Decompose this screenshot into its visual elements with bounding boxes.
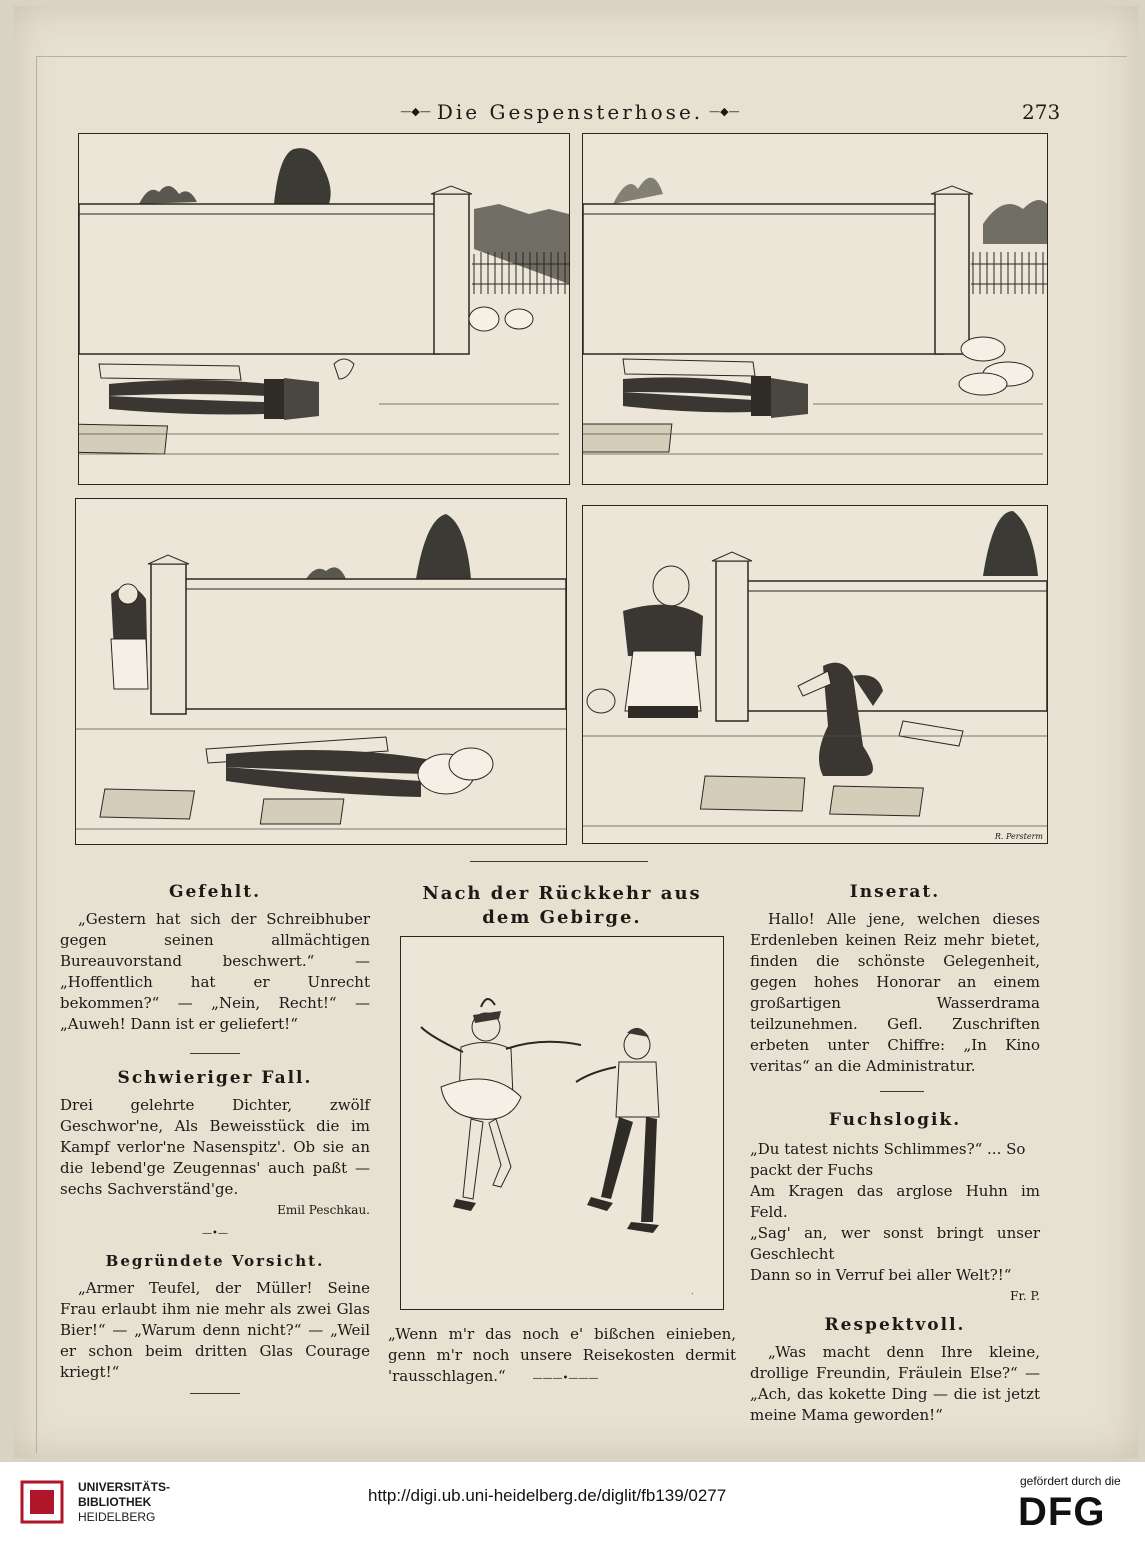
library-name: UNIVERSITÄTS- BIBLIOTHEK HEIDELBERG	[78, 1480, 171, 1524]
comic-panel-2	[582, 133, 1048, 485]
panel-1-illustration	[79, 134, 569, 484]
section-divider	[470, 861, 648, 862]
running-head-title: —◆— Die Gespensterhose. —◆—	[380, 100, 760, 124]
permalink-url[interactable]: http://digi.ub.uni-heidelberg.de/diglit/fb139/0277	[368, 1486, 727, 1505]
svg-text:ᐧ: ᐧ	[691, 1290, 694, 1300]
panel-3-illustration	[76, 499, 566, 844]
university-seal-icon	[20, 1478, 68, 1526]
dfg-logo[interactable]: DFG	[1018, 1490, 1106, 1534]
divider	[190, 1393, 240, 1394]
comic-panel-1	[78, 133, 570, 485]
right-column	[750, 882, 1040, 1426]
poem-line-4: „Sag' an, wer sonst bringt unser Geschlecht	[750, 1224, 1040, 1263]
middle-column	[388, 882, 736, 1389]
section-text-inserat: Hallo! Alle jene, welchen dieses Erdenleben keinen Reiz mehr bietet, finden die schönste Gelegenheit, gegen hohes Honorar an einem großartigen Wasserdrama teilzunehmen. Gefl. Zuschriften erbeten unter Chiffre: „In Kino veritas“ an die Administratur.	[750, 910, 1040, 1075]
poem-line-5: Dann so in Verruf bei aller Welt?!“	[750, 1266, 1012, 1284]
section-text-gefehlt: „Gestern hat sich der Schreibhuber gegen seinen allmächtigen Bureauvorstand beschwert.“ — „Hoffentlich hat er Unrecht bekommen?“ — „Nein, Recht!“ — „Auweh! Dann ist er geliefert!“	[60, 910, 370, 1033]
page-number: 273	[1022, 100, 1061, 124]
poem-schwieriger-fall: Drei gelehrte Dichter, zwölf Geschwor'ne, Als Beweisstück die im Kampf verlor'ne Nasenspitz'. Ob sie an die lebend'ge Zeugennas' auch paßt — sechs Sachverständ'ge.	[60, 1096, 370, 1198]
artist-signature: R. Persterm	[994, 832, 1043, 841]
ornament-divider: —•—	[202, 1228, 228, 1239]
funded-by-label: gefördert durch die	[1020, 1474, 1121, 1488]
panel-4-illustration	[583, 506, 1047, 843]
section-title-schwieriger-fall: Schwieriger Fall.	[117, 1068, 313, 1088]
left-column	[60, 882, 370, 1394]
section-title-begruendete-vorsicht: Begründete Vorsicht.	[105, 1252, 325, 1270]
author-fr-p: Fr. P.	[1010, 1289, 1040, 1303]
cartoon-dancers	[400, 936, 724, 1310]
section-title-gefehlt: Gefehlt.	[168, 882, 262, 902]
comic-panel-4	[582, 505, 1048, 844]
poem-line-2: packt der Fuchs	[750, 1161, 874, 1179]
running-head	[0, 100, 1145, 130]
poem-line-3: Am Kragen das arglose Huhn im Feld.	[750, 1182, 1040, 1221]
section-text-respektvoll: „Was macht denn Ihre kleine, drollige Freundin, Fräulein Else?“ — „Ach, das kokette Ding — die ist jetzt meine Mama geworden!“	[750, 1343, 1040, 1424]
comic-panel-3	[75, 498, 567, 845]
panel-2-illustration	[583, 134, 1047, 484]
viewer-footer	[0, 1462, 1145, 1544]
author-peschkau: Emil Peschkau.	[277, 1203, 370, 1217]
section-text-begruendete-vorsicht: „Armer Teufel, der Müller! Seine Frau erlaubt ihm nie mehr als zwei Glas Bier!“ — „Warum denn nicht?“ — „Weil er schon beim dritten Glas Courage kriegt!“	[60, 1279, 370, 1381]
section-title-respektvoll: Respektvoll.	[824, 1315, 966, 1335]
divider	[190, 1053, 240, 1054]
cartoon-caption: „Wenn m'r das noch e' bißchen einieben, genn m'r noch unsere Reisekosten dermit 'rausschlagen.“ ———•———	[388, 1325, 736, 1385]
divider	[880, 1091, 924, 1092]
section-title-inserat: Inserat.	[849, 882, 941, 902]
dancers-illustration	[401, 937, 723, 1309]
poem-line-1: „Du tatest nichts Schlimmes?“ ... So	[750, 1140, 1026, 1158]
section-title-rueckkehr: Nach der Rückkehr aus dem Gebirge.	[422, 883, 702, 928]
section-title-fuchslogik: Fuchslogik.	[828, 1110, 962, 1130]
